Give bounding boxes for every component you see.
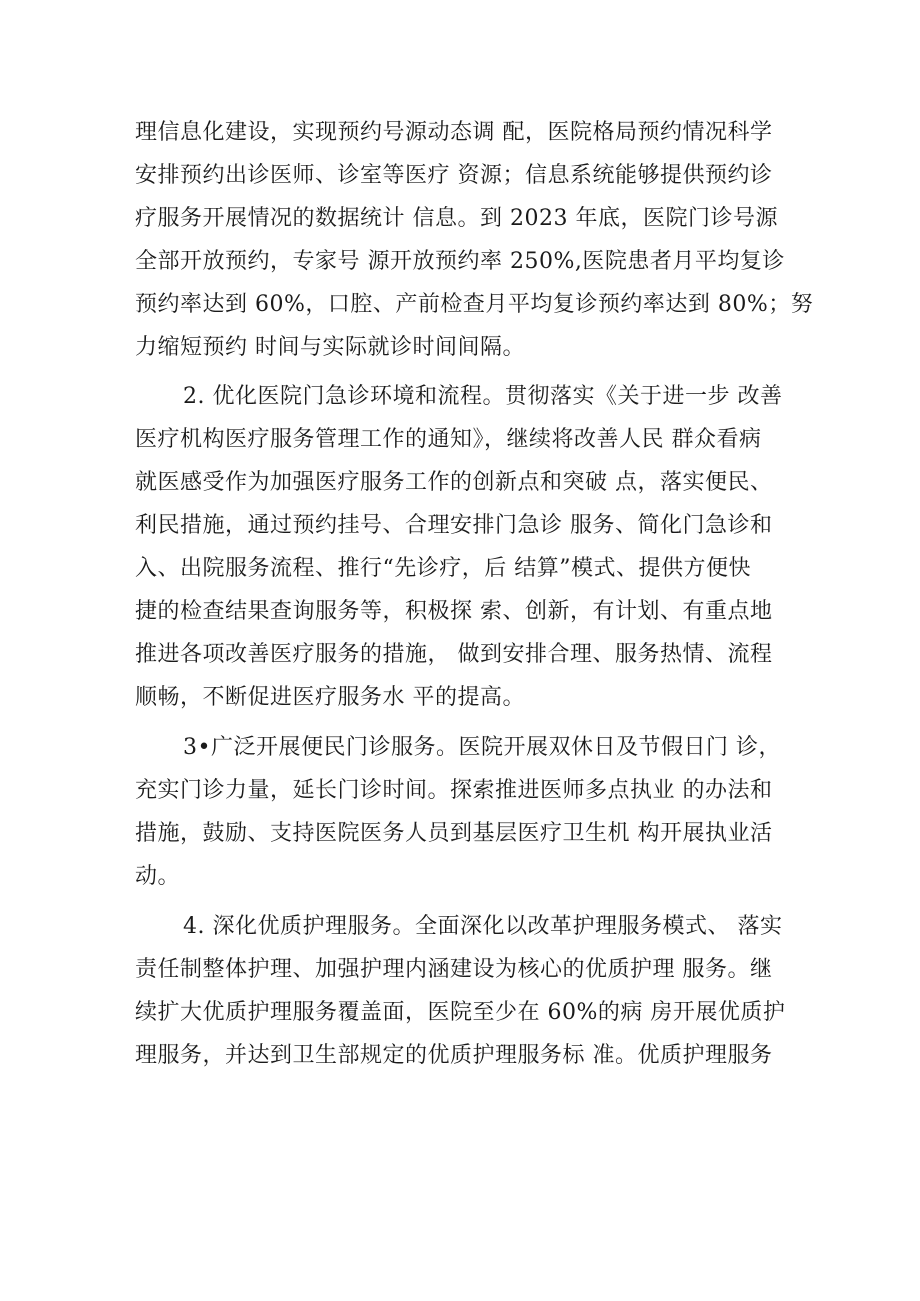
text-line: 理服务，并达到卫生部规定的优质护理服务标 准。优质护理服务 — [135, 1043, 773, 1068]
text-line: 推进各项改善医疗服务的措施， 做到安排合理、服务热情、流程 — [135, 642, 773, 667]
text-line: 理信息化建设，实现预约号源动态调 配，医院格局预约情况科学 — [135, 120, 773, 145]
text-line: 措施，鼓励、支持医院医务人员到基层医疗卫生机 构开展执业活 — [135, 821, 773, 846]
paragraph-2-heading: 2. 优化医院门急诊环境和流程。贯彻落实《关于进一步 改善 — [183, 384, 783, 409]
text-line: 医疗机构医疗服务管理工作的通知》，继续将改善人民 群众看病 — [135, 427, 762, 452]
text-line: 利民措施，通过预约挂号、合理安排门急诊 服务、简化门急诊和 — [135, 513, 773, 538]
text-line: 顺畅，不断促进医疗服务水 平的提高。 — [135, 685, 525, 710]
text-line: 疗服务开展情况的数据统计 信息。到 2023 年底，医院门诊号源 — [135, 206, 778, 231]
text-line: 动。 — [135, 864, 181, 889]
text-line: 捷的检查结果查询服务等，积极探 索、创新，有计划、有重点地 — [135, 599, 773, 624]
paragraph-3-heading: 3•广泛开展便民门诊服务。医院开展双休日及节假日门 诊， — [183, 735, 781, 760]
text-line: 续扩大优质护理服务覆盖面，医院至少在 60%的病 房开展优质护 — [135, 1000, 786, 1025]
text-line: 责任制整体护理、加强护理内涵建设为核心的优质护理 服务。继 — [135, 957, 773, 982]
text-line: 安排预约出诊医师、诊室等医疗 资源；信息系统能够提供预约诊 — [135, 163, 773, 188]
text-line: 全部开放预约，专家号 源开放预约率 250%,医院患者月平均复诊 — [135, 249, 785, 274]
text-line: 入、出院服务流程、推行“先诊疗，后 结算”模式、提供方便快 — [135, 556, 751, 581]
text-line: 充实门诊力量，延长门诊时间。探索推进医师多点执业 的办法和 — [135, 778, 773, 803]
paragraph-4-heading: 4. 深化优质护理服务。全面深化以改革护理服务模式、 落实 — [183, 914, 783, 939]
text-line: 力缩短预约 时间与实际就诊时间间隔。 — [135, 335, 525, 360]
text-line: 预约率达到 60%，口腔、产前检查月平均复诊预约率达到 80%；努 — [135, 292, 814, 317]
text-line: 就医感受作为加强医疗服务工作的创新点和突破 点，落实便民、 — [135, 470, 773, 495]
